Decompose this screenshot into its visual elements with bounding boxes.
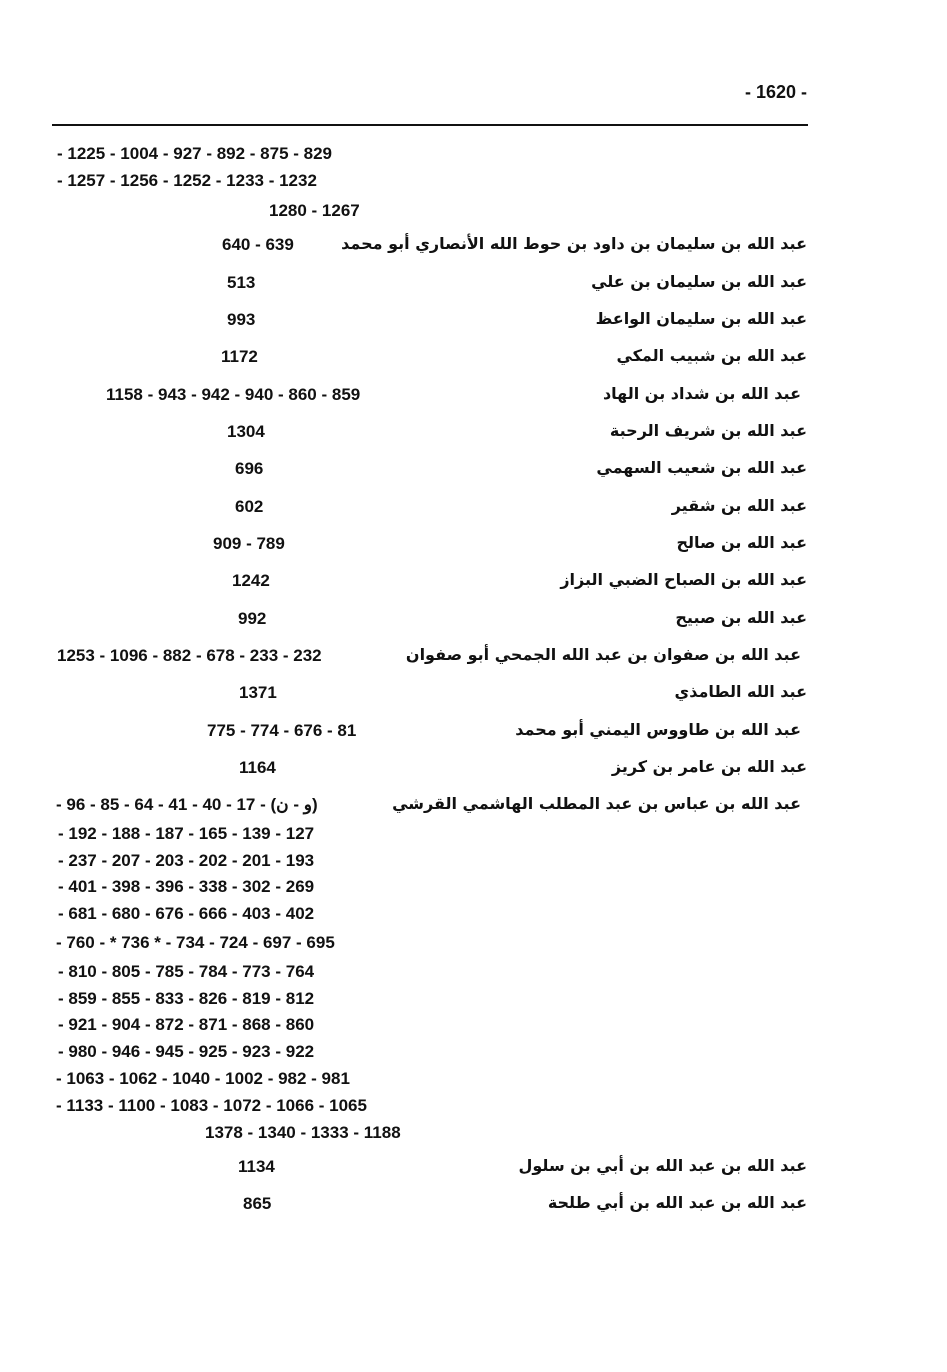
entry-name: عبد الله بن سليمان الواعظ: [595, 309, 807, 328]
entry-name: عبد الله الطامذي: [674, 682, 807, 701]
entry-name: عبد الله بن الصباح الضبي البزاز: [560, 570, 807, 589]
entry-name: عبد الله بن شداد بن الهاد: [602, 384, 801, 403]
entry-name: عبد الله بن طاووس اليمني أبو محمد: [515, 720, 801, 739]
entry-refs: 909 - 789: [213, 534, 285, 553]
entry-name: عبد الله بن شقير: [671, 496, 807, 515]
entry-name: عبد الله بن شريف الرحبة: [609, 421, 807, 440]
entry-refs: 1164: [239, 758, 276, 777]
continuation-line: - 1257 - 1256 - 1252 - 1233 - 1232: [57, 171, 317, 190]
entry-refs: 992: [238, 609, 267, 628]
entry-name: عبد الله بن عباس بن عبد المطلب الهاشمي القرشي: [392, 794, 801, 813]
entry-name: عبد الله بن عامر بن كريز: [611, 757, 807, 776]
entry-refs: 775 - 774 - 676 - 81: [207, 721, 357, 740]
header-rule: [52, 124, 808, 126]
entry-name: عبد الله بن شبيب المكي: [616, 346, 807, 365]
entry-refs: - 760 - * 736 * - 734 - 724 - 697 - 695: [56, 933, 335, 952]
entry-refs: 1304: [227, 422, 265, 441]
entry-name: عبد الله بن صبيح: [675, 608, 807, 627]
entry-refs: 993: [227, 310, 256, 329]
entry-refs: 1242: [232, 571, 270, 590]
entry-refs: - 401 - 398 - 396 - 338 - 302 - 269: [58, 877, 315, 896]
entry-refs: 865: [243, 1194, 272, 1213]
entry-refs: - 192 - 188 - 187 - 165 - 139 - 127: [58, 824, 315, 843]
entry-name: عبد الله بن سليمان بن علي: [591, 272, 807, 291]
entry-refs: - 681 - 680 - 676 - 666 - 403 - 402: [58, 904, 315, 923]
continuation-line: 1280 - 1267: [269, 201, 360, 220]
entry-refs: - 980 - 946 - 945 - 925 - 923 - 922: [58, 1042, 315, 1061]
entry-refs: - 1063 - 1062 - 1040 - 1002 - 982 - 981: [56, 1069, 350, 1088]
entry-name: عبد الله بن شعيب السهمي: [596, 458, 807, 477]
entry-refs: - 810 - 805 - 785 - 784 - 773 - 764: [58, 962, 315, 981]
entry-name: عبد الله بن صالح: [676, 533, 807, 552]
entry-refs: - 1133 - 1100 - 1083 - 1072 - 1066 - 1065: [56, 1096, 367, 1115]
entry-name: عبد الله بن سليمان بن داود بن حوط الله الأنصاري أبو محمد: [341, 234, 807, 253]
entry-name: عبد الله بن عبد الله بن أبي طلحة: [547, 1193, 807, 1212]
entry-refs: 640 - 639: [222, 235, 294, 254]
entry-refs: 1378 - 1340 - 1333 - 1188: [205, 1123, 401, 1142]
entry-refs: - 921 - 904 - 872 - 871 - 868 - 860: [58, 1015, 315, 1034]
entry-refs: 696: [235, 459, 264, 478]
entry-refs: - 96 - 85 - 64 - 41 - 40 - 17 - (و - ن): [56, 795, 318, 814]
entry-refs: 1158 - 943 - 942 - 940 - 860 - 859: [106, 385, 361, 404]
entry-name: عبد الله بن صفوان بن عبد الله الجمحي أبو صفوان: [405, 645, 801, 664]
entry-refs: - 859 - 855 - 833 - 826 - 819 - 812: [58, 989, 315, 1008]
entry-refs: 1371: [239, 683, 277, 702]
entry-refs: 1172: [221, 347, 258, 366]
entry-refs: 513: [227, 273, 256, 292]
entry-refs: - 237 - 207 - 203 - 202 - 201 - 193: [58, 851, 315, 870]
entry-refs: 1253 - 1096 - 882 - 678 - 233 - 232: [57, 646, 322, 665]
page-number: - 1620 -: [744, 82, 807, 102]
entry-name: عبد الله بن عبد الله بن أبي بن سلول: [518, 1156, 807, 1175]
entry-refs: 1134: [238, 1157, 275, 1176]
continuation-line: - 1225 - 1004 - 927 - 892 - 875 - 829: [57, 144, 333, 163]
entry-refs: 602: [235, 497, 264, 516]
